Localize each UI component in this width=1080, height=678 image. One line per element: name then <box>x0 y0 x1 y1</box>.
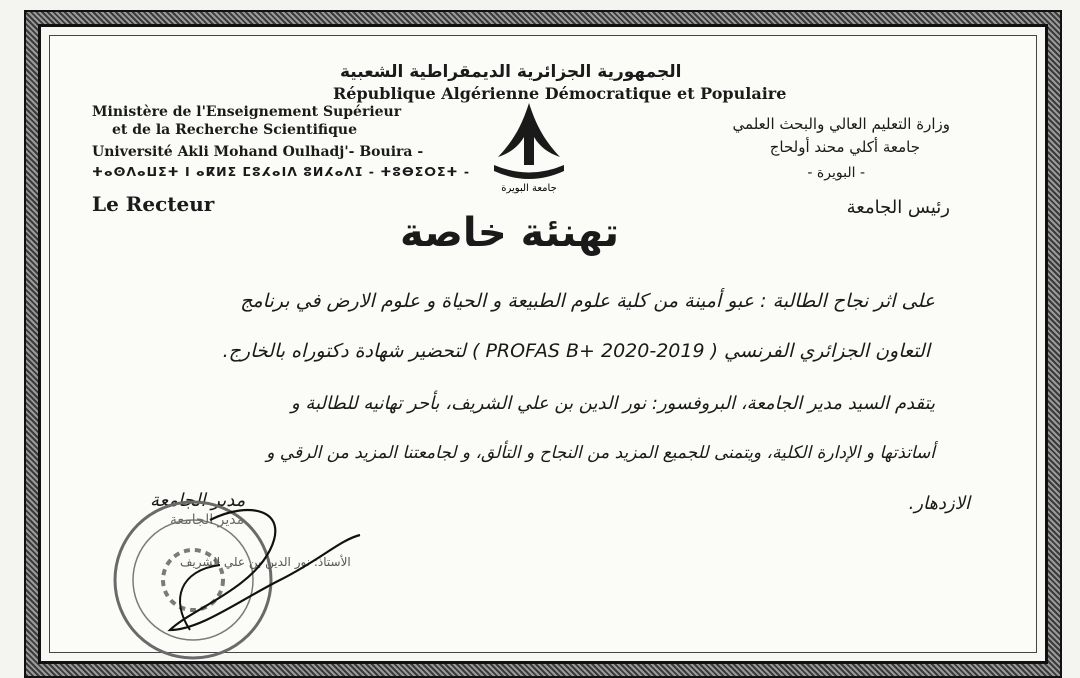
ministry-name-ar: وزارة التعليم العالي والبحث العلمي <box>732 115 950 133</box>
university-name-tifinagh: ⵜⴰⵙⴷⴰⵡⵉⵜ ⵏ ⴰⴽⵍⵉ ⵎⵓⵃⴰⵏⴷ ⵓⵍⵃⴰⴷⵊ - ⵜⵓⴱⵉⵔⵉⵜ - <box>92 164 471 179</box>
stamp-name: الأستاذ: نور الدين بن علي الشريف <box>180 555 351 569</box>
body-line-2: التعاون الجزائري الفرنسي ( PROFAS B+ 2020-2019 ) لتحضير شهادة دكتوراه بالخارج. <box>222 340 930 362</box>
body-line-3: يتقدم السيد مدير الجامعة، البروفسور: نور الدين بن علي الشريف، بأحر تهانيه للطالبة و <box>291 393 935 414</box>
republic-title-ar: الجمهورية الجزائرية الديمقراطية الشعبية <box>340 62 682 82</box>
body-line-5: الازدهار. <box>908 493 970 514</box>
body-line-4: أساتذتها و الإدارة الكلية، ويتمنى للجميع المزيد من النجاح و التألق، و لجامعتنا المزيد من الرقي و <box>266 443 935 463</box>
city-ar: - البويرة - <box>807 165 865 181</box>
republic-title-fr: République Algérienne Démocratique et Populaire <box>333 84 787 103</box>
handwritten-signature <box>130 480 390 650</box>
certificate-title: تهنئة خاصة <box>400 210 620 256</box>
body-line-1: على اثر نجاح الطالبة : عبو أمينة من كلية علوم الطبيعة و الحياة و علوم الارض في برنامج <box>240 290 935 312</box>
university-logo <box>484 95 574 195</box>
ministry-line-1: Ministère de l'Enseignement Supérieur <box>92 104 402 120</box>
signature-title-handwritten: مدير الجامعة <box>150 490 246 511</box>
university-name-ar: جامعة أكلي محند أولحاج <box>769 138 920 156</box>
recteur-label: Le Recteur <box>92 192 215 216</box>
stamp-title: مدير الجامعة <box>170 512 245 528</box>
university-name-fr: Université Akli Mohand Oulhadj'- Bouira - <box>92 144 424 160</box>
logo-caption: جامعة البويرة <box>501 183 557 194</box>
ministry-line-2: et de la Recherche Scientifique <box>112 122 357 138</box>
rector-label-ar: رئيس الجامعة <box>846 197 950 218</box>
